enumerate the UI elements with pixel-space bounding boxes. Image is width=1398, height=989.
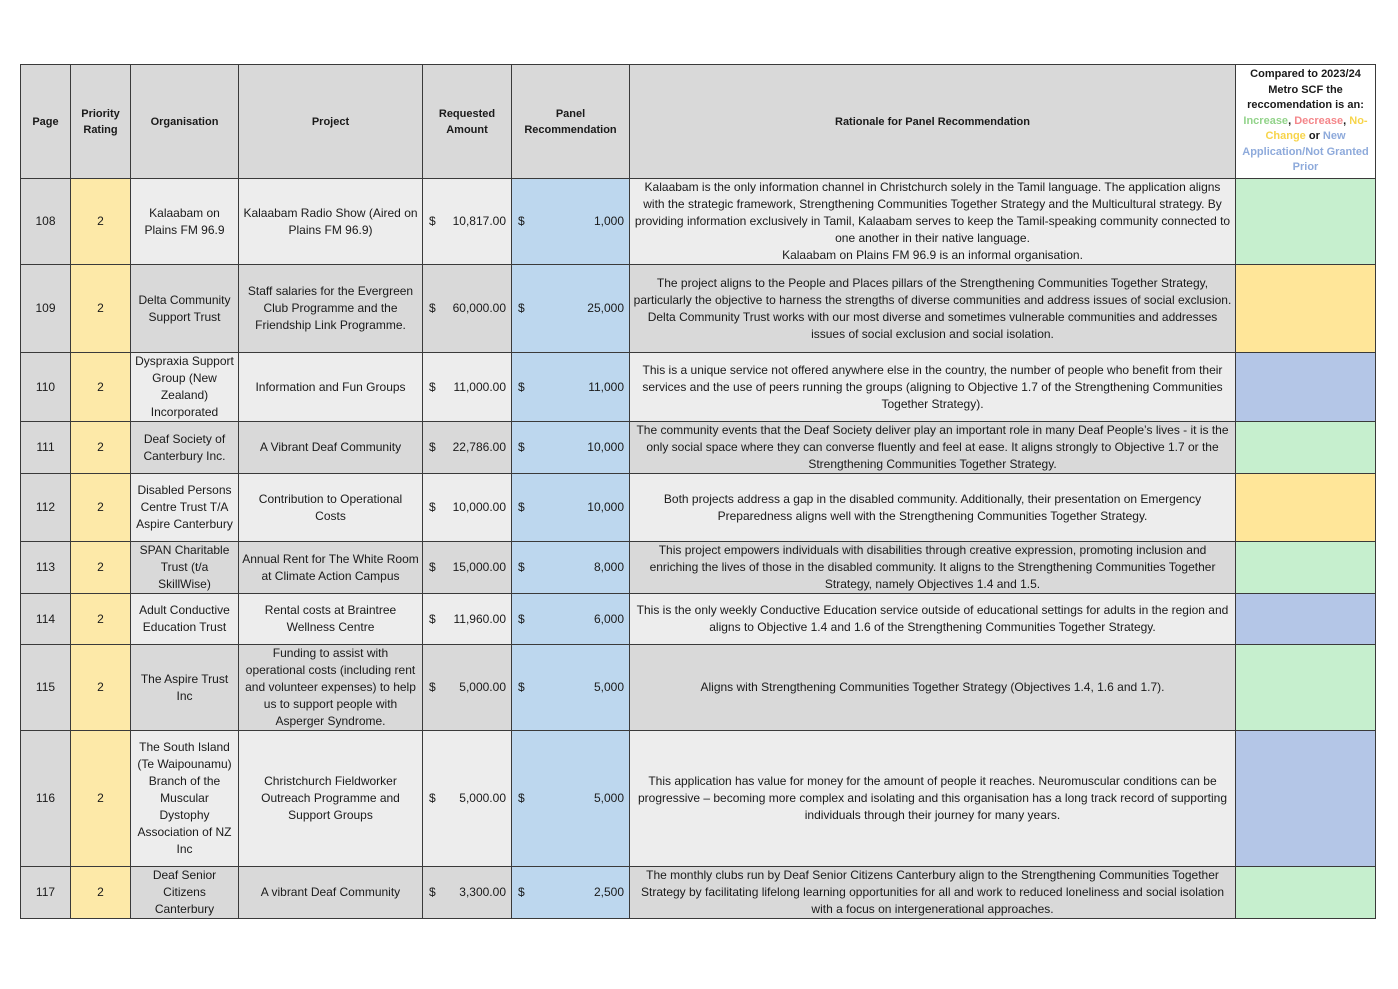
currency-symbol: $	[518, 611, 525, 626]
cell-comparison-status	[1236, 179, 1376, 265]
legend-separator: ,	[1343, 114, 1350, 127]
cell-requested	[423, 474, 512, 542]
cell-recommendation	[512, 474, 630, 542]
requested-amount: 60,000.00	[452, 301, 506, 315]
cell-rationale	[630, 265, 1236, 353]
cell-requested	[423, 179, 512, 265]
cell-priority: 2	[71, 542, 131, 594]
cell-priority: 2	[71, 594, 131, 645]
cell-rationale	[630, 867, 1236, 919]
requested-amount: 15,000.00	[452, 560, 506, 574]
currency-symbol: $	[518, 440, 525, 454]
cell-priority: 2	[71, 645, 131, 731]
header-page: Page	[21, 65, 71, 179]
cell-project: Annual Rent for The White Room at Climate Action Campus	[239, 542, 423, 594]
cell-rationale	[630, 422, 1236, 474]
header-rationale: Rationale for Panel Recommendation	[630, 65, 1236, 179]
cell-organisation: SPAN Charitable Trust (t/a SkillWise)	[131, 542, 239, 594]
rationale-text: This is the only weekly Conductive Education service outside of educational settings for adults in the region and aligns to Objective 1.4 and 1.6 of the Strengthening Communities Together Strategy.	[636, 603, 1229, 634]
cell-organisation: Disabled Persons Centre Trust T/A Aspire Canterbury	[131, 474, 239, 542]
rationale-text: This is a unique service not offered anywhere else in the country, the number of people who benefit from their services and the use of peers running the groups (aligning to Objective 1.7 of the Strengthening Communities Together Strategy).	[642, 362, 1223, 411]
table-row	[21, 645, 1376, 731]
cell-recommendation	[512, 542, 630, 594]
table-row	[21, 542, 1376, 594]
currency-symbol: $	[518, 885, 525, 899]
cell-priority: 2	[71, 474, 131, 542]
table-row	[21, 265, 1376, 353]
cell-project: Funding to assist with operational costs (including rent and volunteer expenses) to help us to support people with Asperger Syndrome.	[239, 645, 423, 731]
table-body	[21, 179, 1376, 919]
cell-organisation: Deaf Society of Canterbury Inc.	[131, 422, 239, 474]
header-requested: Requested Amount	[423, 65, 512, 179]
rationale-text: The project aligns to the People and Places pillars of the Strengthening Communities Together Strategy, particularly the objective to harness the strengths of diverse communities and address issues of social exclusion. Delta Community Trust works with our most diverse and sometimes vulnerable communities and addresses issues of social exclusion and social isolation.	[633, 275, 1232, 341]
cell-project: A Vibrant Deaf Community	[239, 422, 423, 474]
requested-amount: 10,000.00	[452, 500, 506, 514]
cell-page: 116	[21, 731, 71, 867]
cell-rationale	[630, 542, 1236, 594]
currency-symbol: $	[518, 500, 525, 514]
recommended-amount: 2,500	[593, 885, 624, 899]
cell-project: Contribution to Operational Costs	[239, 474, 423, 542]
cell-comparison-status	[1236, 542, 1376, 594]
cell-comparison-status	[1236, 594, 1376, 645]
table-row	[21, 867, 1376, 919]
currency-symbol: $	[429, 214, 436, 228]
cell-comparison-status	[1236, 731, 1376, 867]
table-row	[21, 594, 1376, 645]
currency-symbol: $	[429, 440, 436, 454]
currency-symbol: $	[429, 379, 436, 394]
currency-symbol: $	[429, 680, 436, 694]
requested-amount: 11,000.00	[453, 379, 506, 394]
requested-amount: 5,000.00	[459, 680, 506, 694]
currency-symbol: $	[518, 214, 525, 228]
rationale-text: This project empowers individuals with disabilities through creative expression, promoting inclusion and enriching the lives of those in the disabled community. It aligns to the Strengthening Communities Together Strategy, namely Objectives 1.4 and 1.5.	[649, 543, 1216, 591]
recommended-amount: 10,000	[587, 440, 624, 454]
recommended-amount: 6,000	[593, 611, 624, 626]
legend-increase: Increase	[1243, 114, 1289, 127]
header-organisation: Organisation	[131, 65, 239, 179]
cell-recommendation	[512, 353, 630, 422]
requested-amount: 11,960.00	[453, 611, 506, 626]
cell-page: 113	[21, 542, 71, 594]
cell-priority: 2	[71, 731, 131, 867]
table-row	[21, 474, 1376, 542]
legend-decrease: Decrease	[1294, 114, 1344, 127]
cell-rationale	[630, 731, 1236, 867]
cell-priority: 2	[71, 422, 131, 474]
rationale-text: This application has value for money for the amount of people it reaches. Neuromuscular conditions can be progressive – becoming more complex and isolating and this organisation has a long track record of supporting individuals through their journey for many years.	[638, 774, 1227, 822]
compared-prefix: Compared to 2023/24 Metro SCF the reccomendation is an:	[1247, 68, 1364, 112]
rationale-text: The community events that the Deaf Society deliver play an important role in many Deaf People’s lives - it is the only social space where they can converse fluently and feel at ease. It aligns strongly to Objective 1.7 or the Strengthening Communities Together Strategy.	[636, 423, 1229, 471]
recommended-amount: 5,000	[593, 791, 624, 805]
rationale-text: Both projects address a gap in the disabled community. Additionally, their presentation on Emergency Preparedness aligns well with the Strengthening Communities Together Strategy.	[663, 491, 1202, 523]
legend-no-change: No-Change	[1265, 114, 1368, 143]
cell-comparison-status	[1236, 265, 1376, 353]
table-row	[21, 179, 1376, 265]
cell-requested	[423, 265, 512, 353]
cell-requested	[423, 353, 512, 422]
legend-or: or	[1308, 130, 1320, 143]
header-project: Project	[239, 65, 423, 179]
table-row	[21, 353, 1376, 422]
header-compared	[1236, 65, 1376, 179]
recommended-amount: 1,000	[593, 214, 624, 228]
currency-symbol: $	[518, 379, 525, 394]
cell-page: 111	[21, 422, 71, 474]
requested-amount: 5,000.00	[459, 791, 506, 805]
cell-requested	[423, 422, 512, 474]
rationale-extra: Kalaabam on Plains FM 96.9 is an informal organisation.	[782, 248, 1083, 262]
cell-requested	[423, 645, 512, 731]
cell-project: Kalaabam Radio Show (Aired on Plains FM 96.9)	[239, 179, 423, 265]
currency-symbol: $	[429, 611, 436, 626]
requested-amount: 10,817.00	[452, 214, 506, 228]
cell-comparison-status	[1236, 867, 1376, 919]
cell-page: 115	[21, 645, 71, 731]
cell-page: 114	[21, 594, 71, 645]
cell-recommendation	[512, 422, 630, 474]
currency-symbol: $	[518, 560, 525, 574]
recommended-amount: 10,000	[587, 500, 624, 514]
cell-comparison-status	[1236, 474, 1376, 542]
cell-recommendation	[512, 645, 630, 731]
currency-symbol: $	[518, 301, 525, 315]
cell-project: Information and Fun Groups	[239, 353, 423, 422]
cell-recommendation	[512, 731, 630, 867]
legend-new: New Application/Not Granted Prior	[1242, 130, 1369, 174]
cell-page: 108	[21, 179, 71, 265]
rationale-text: Kalaabam is the only information channel in Christchurch solely in the Tamil language. The application aligns with the strategic framework, Strengthening Communities Together Strategy and the Multicultural strategy. By providing information exclusively in Tamil, Kalaabam serves to keep the Tamil-speaking community connected to one another in their native language.	[634, 180, 1231, 245]
cell-rationale	[630, 474, 1236, 542]
recommended-amount: 25,000	[587, 301, 624, 315]
currency-symbol: $	[429, 301, 436, 315]
cell-project: A vibrant Deaf Community	[239, 867, 423, 919]
cell-project: Christchurch Fieldworker Outreach Programme and Support Groups	[239, 731, 423, 867]
cell-requested	[423, 542, 512, 594]
cell-organisation: The South Island (Te Waipounamu) Branch of the Muscular Dystophy Association of NZ Inc	[131, 731, 239, 867]
cell-requested	[423, 594, 512, 645]
cell-priority: 2	[71, 265, 131, 353]
cell-rationale	[630, 645, 1236, 731]
cell-priority: 2	[71, 179, 131, 265]
table-container	[20, 64, 1376, 919]
cell-comparison-status	[1236, 645, 1376, 731]
cell-recommendation	[512, 179, 630, 265]
cell-rationale	[630, 353, 1236, 422]
cell-page: 110	[21, 353, 71, 422]
cell-project: Rental costs at Braintree Wellness Centre	[239, 594, 423, 645]
cell-comparison-status	[1236, 422, 1376, 474]
cell-organisation: The Aspire Trust Inc	[131, 645, 239, 731]
cell-recommendation	[512, 265, 630, 353]
cell-project: Staff salaries for the Evergreen Club Programme and the Friendship Link Programme.	[239, 265, 423, 353]
header-priority: Priority Rating	[71, 65, 131, 179]
table-row	[21, 731, 1376, 867]
cell-page: 117	[21, 867, 71, 919]
currency-symbol: $	[429, 885, 436, 899]
cell-requested	[423, 867, 512, 919]
cell-priority: 2	[71, 353, 131, 422]
cell-organisation: Kalaabam on Plains FM 96.9	[131, 179, 239, 265]
cell-recommendation	[512, 594, 630, 645]
cell-organisation: Delta Community Support Trust	[131, 265, 239, 353]
currency-symbol: $	[518, 791, 525, 805]
legend-separator: ,	[1288, 114, 1295, 127]
cell-organisation: Deaf Senior Citizens Canterbury	[131, 867, 239, 919]
cell-page: 109	[21, 265, 71, 353]
table-row	[21, 422, 1376, 474]
cell-organisation: Adult Conductive Education Trust	[131, 594, 239, 645]
recommended-amount: 5,000	[593, 680, 624, 694]
funding-recommendations-table	[20, 64, 1376, 919]
currency-symbol: $	[518, 680, 525, 694]
recommended-amount: 8,000	[593, 560, 624, 574]
recommended-amount: 11,000	[588, 379, 624, 394]
rationale-text: Aligns with Strengthening Communities Together Strategy (Objectives 1.4, 1.6 and 1.7).	[700, 680, 1165, 694]
cell-organisation: Dyspraxia Support Group (New Zealand) Incorporated	[131, 353, 239, 422]
requested-amount: 22,786.00	[452, 440, 506, 454]
header-row	[21, 65, 1376, 179]
cell-page: 112	[21, 474, 71, 542]
header-recommendation: Panel Recommendation	[512, 65, 630, 179]
currency-symbol: $	[429, 791, 436, 805]
currency-symbol: $	[429, 560, 436, 574]
cell-comparison-status	[1236, 353, 1376, 422]
requested-amount: 3,300.00	[459, 885, 506, 899]
cell-requested	[423, 731, 512, 867]
cell-rationale	[630, 179, 1236, 265]
cell-rationale	[630, 594, 1236, 645]
rationale-text: The monthly clubs run by Deaf Senior Citizens Canterbury align to the Strengthening Communities Together Strategy by facilitating lifelong learning opportunities for all and work to reduced loneliness and social isolation with a focus on intergenerational approaches.	[640, 868, 1224, 916]
cell-priority: 2	[71, 867, 131, 919]
currency-symbol: $	[429, 500, 436, 514]
cell-recommendation	[512, 867, 630, 919]
